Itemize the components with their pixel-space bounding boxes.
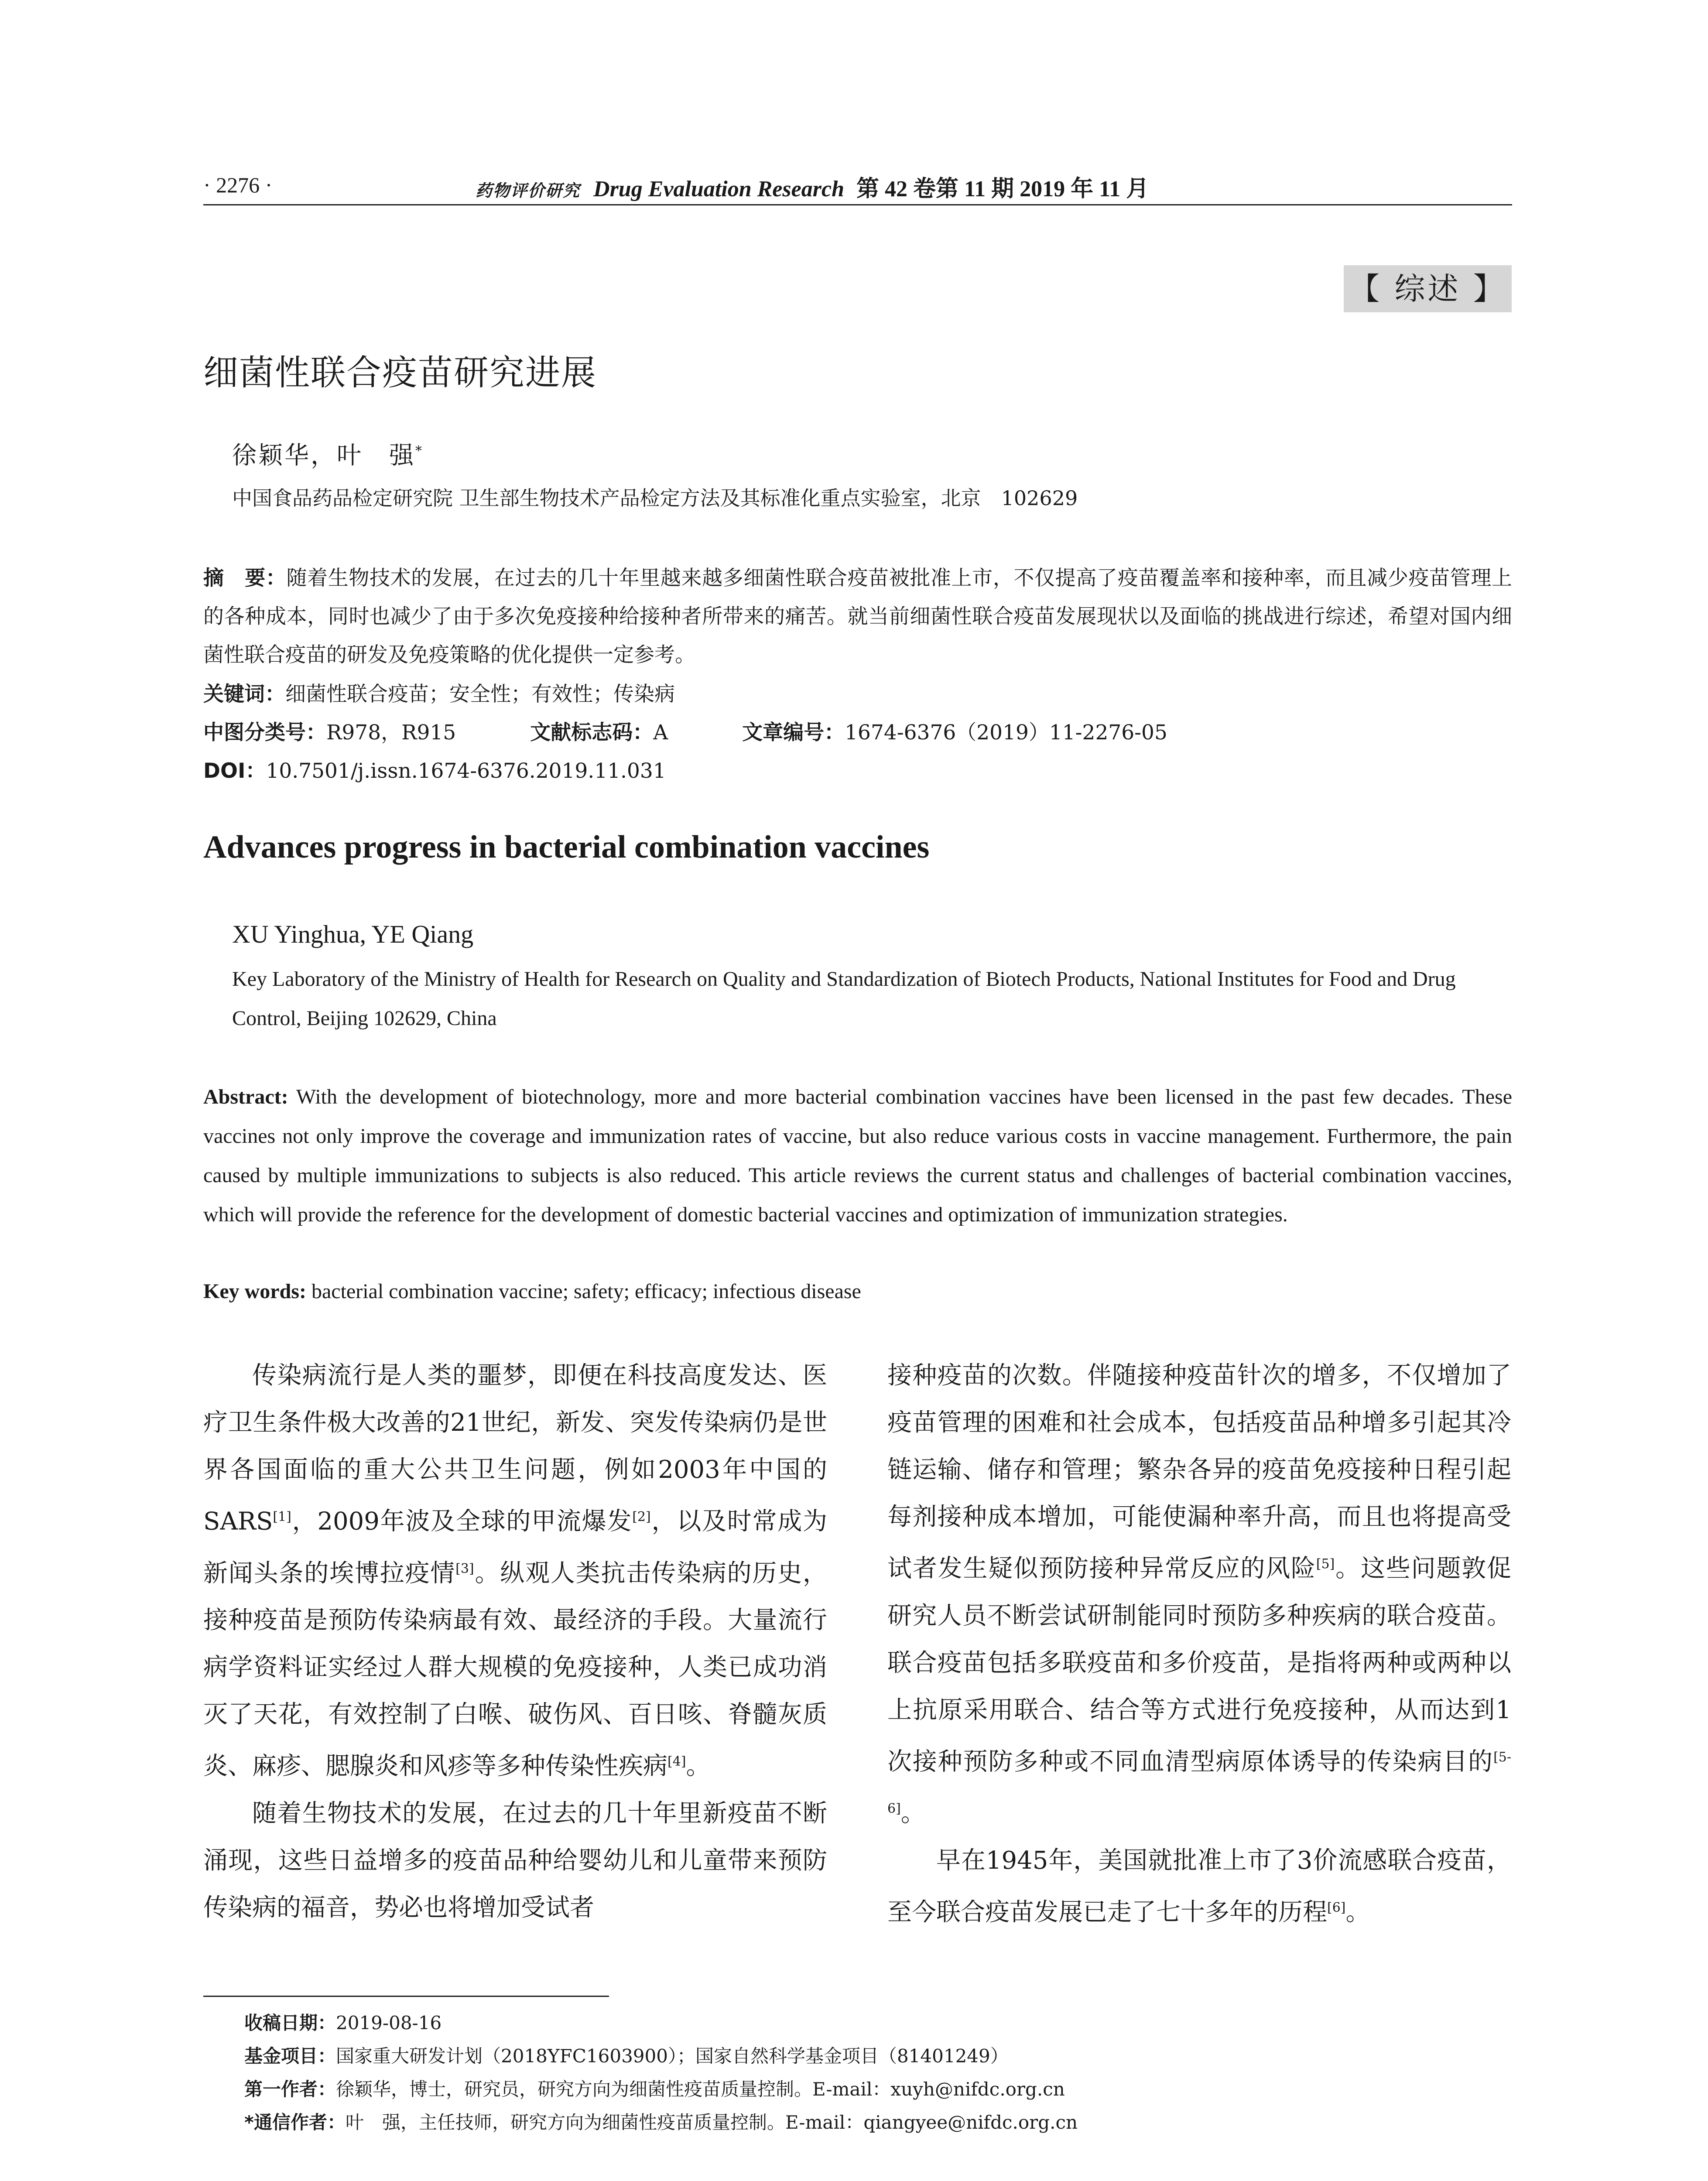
title-cn: 细菌性联合疫苗研究进展 [203,352,597,393]
body-text: 早在1945年，美国就批准上市了3价流感联合疫苗，至今联合疫苗发展已走了七十多年的历程 [887,1846,1511,1927]
title-en: Advances progress in bacterial combination vaccines [203,829,930,865]
body-paragraph [887,1837,1511,1936]
keywords-en-text: bacterial combination vaccine; safety; efficacy; infectious disease [306,1280,861,1303]
keywords-en-label: Key words: [203,1280,306,1303]
footnote-received [244,2007,1078,2040]
body-text: 。纵观人类抗击传染病的历史，接种疫苗是预防传染病最有效、最经济的手段。大量流行病学资料证实经过人群大规模的免疫接种，人类已成功消灭了天花，有效控制了白喉、破伤风、百日咳、脊髓灰质炎、麻疹、腮腺炎和风疹等多种传染性疾病 [203,1559,827,1781]
body-left-column [203,1352,827,1931]
abstract-cn-text: 随着生物技术的发展，在过去的几十年里越来越多细菌性联合疫苗被批准上市，不仅提高了疫苗覆盖率和接种率，而且减少疫苗管理上的各种成本，同时也减少了由于多次免疫接种给接种者所带来的痛苦。就当前细菌性联合疫苗发展现状以及面临的挑战进行综述，希望对国内细菌性联合疫苗的研发及免疫策略的优化提供一定参考。 [203,566,1513,667]
footnote-rule [203,1996,609,1997]
abstract-cn-label: 摘 要： [203,566,287,590]
footnote-label: 第一作者： [244,2078,336,2100]
authors-cn [232,436,424,471]
body-text: 接种疫苗的次数。伴随接种疫苗针次的增多，不仅增加了疫苗管理的困难和社会成本，包括疫苗品种增多引起其冷链运输、储存和管理；繁杂各异的疫苗免疫接种日程引起每剂接种成本增加，可能使漏种率升高，而且也将提高受试者发生疑似预防接种异常反应的风险 [887,1361,1511,1583]
corresponding-mark: * [415,443,424,459]
body-paragraph [887,1352,1511,1837]
abstract-en [203,1077,1512,1234]
keywords-en [203,1272,861,1311]
footnote-value: 国家重大研发计划（2018YFC1603900）；国家自然科学基金项目（81401249） [336,2045,1009,2067]
doc-code-value: A [653,721,668,745]
body-text: 。这些问题敦促研究人员不断尝试研制能同时预防多种疾病的联合疫苗。联合疫苗包括多联疫苗和多价疫苗，是指将两种或两种以上抗原采用联合、结合等方式进行免疫接种，从而达到1次接种预防多种或不同血清型病原体诱导的传染病目的 [887,1554,1511,1776]
doc-code-label: 文献标志码： [530,721,654,745]
abstract-cn [203,559,1512,674]
citation: [4] [667,1754,686,1770]
doi-label: DOI： [203,759,266,783]
footnote-corresponding [244,2106,1078,2139]
doi-line [203,752,666,790]
affiliation-en: Key Laboratory of the Ministry of Health for Research on Quality and Standardization of Biotech Products, National Institutes for Food and Drug Control, Beijing 102629, China [232,967,1456,1030]
category-tag: 【 综述 】 [1344,265,1512,312]
header-rule [203,204,1512,205]
affiliation-cn: 中国食品药品检定研究院 卫生部生物技术产品检定方法及其标准化重点实验室，北京 102629 [232,486,1078,510]
citation: [5-6] [887,1749,1511,1817]
journal-header [476,170,1149,203]
footnote-first-author [244,2073,1078,2106]
footnote-label: *通信作者： [244,2112,346,2133]
citation: [5] [1316,1556,1335,1572]
journal-name-en: Drug Evaluation Research [593,177,844,202]
body-text: 。 [686,1752,711,1781]
authors-cn-names: 徐颖华，叶 强 [232,441,415,470]
footnote-value: 叶 强，主任技师，研究方向为细菌性疫苗质量控制。E-mail：qiangyee@nifdc.org.cn [345,2112,1078,2133]
body-paragraph: 随着生物技术的发展，在过去的几十年里新疫苗不断涌现，这些日益增多的疫苗品种给婴幼儿和儿童带来预防传染病的福音，势必也将增加受试者 [203,1799,827,1922]
citation: [6] [1327,1900,1346,1915]
article-number-label: 文章编号： [742,721,845,745]
body-right-column [887,1352,1511,1936]
journal-issue: 第 42 卷第 11 期 2019 年 11 月 [856,177,1149,202]
citation: [2] [632,1509,651,1525]
clc-value: R978，R915 [326,721,456,745]
keywords-cn-text: 细菌性联合疫苗；安全性；有效性；传染病 [285,682,675,706]
footnote-label: 基金项目： [244,2045,336,2067]
abstract-en-label: Abstract: [203,1085,288,1108]
body-text: 。 [900,1799,925,1828]
doi-value: 10.7501/j.issn.1674-6376.2019.11.031 [266,759,666,783]
body-text: 传染病流行是人类的噩梦，即便在科技高度发达、医疗卫生条件极大改善的21世纪，新发、突发传染病仍是世界各国面临的重大公共卫生问题，例如2003年中国的SARS [203,1361,827,1536]
body-text: 。 [1345,1898,1370,1927]
body-paragraph [203,1352,827,1790]
page-number: · 2276 · [203,173,273,197]
clc-label: 中图分类号： [203,721,326,745]
abstract-en-text: With the development of biotechnology, more and more bacterial combination vaccines have been licensed in the past few decades. These vaccines not only improve the coverage and immunization rates of vaccine, but also reduce various costs in vaccine management. Furthermore, the pain caused by multiple immunizations to subjects is also reduced. This article reviews the current status and challenges of bacterial combination vaccines, which will provide the reference for the development of domestic bacterial vaccines and optimization of immunization strategies. [203,1085,1512,1226]
footnote-value: 徐颖华，博士，研究员，研究方向为细菌性疫苗质量控制。E-mail：xuyh@nifdc.org.cn [336,2078,1065,2100]
body-text: ，2009年波及全球的甲流爆发 [291,1507,633,1536]
body-text: ，以及时常成为新闻头条的埃博拉疫情 [203,1507,828,1588]
citation: [1] [273,1509,291,1525]
article-number-value: 1674-6376（2019）11-2276-05 [845,721,1167,745]
keywords-cn [203,675,675,714]
authors-en: XU Yinghua, YE Qiang [232,920,474,948]
classification-line [203,714,1167,752]
footnote-value: 2019-08-16 [336,2012,442,2034]
citation: [3] [455,1561,474,1576]
footnotes [244,2007,1078,2139]
footnote-label: 收稿日期： [244,2012,336,2034]
footnote-fund [244,2040,1078,2073]
journal-logo: 药物评价研究 [476,181,581,200]
keywords-cn-label: 关键词： [203,682,285,706]
